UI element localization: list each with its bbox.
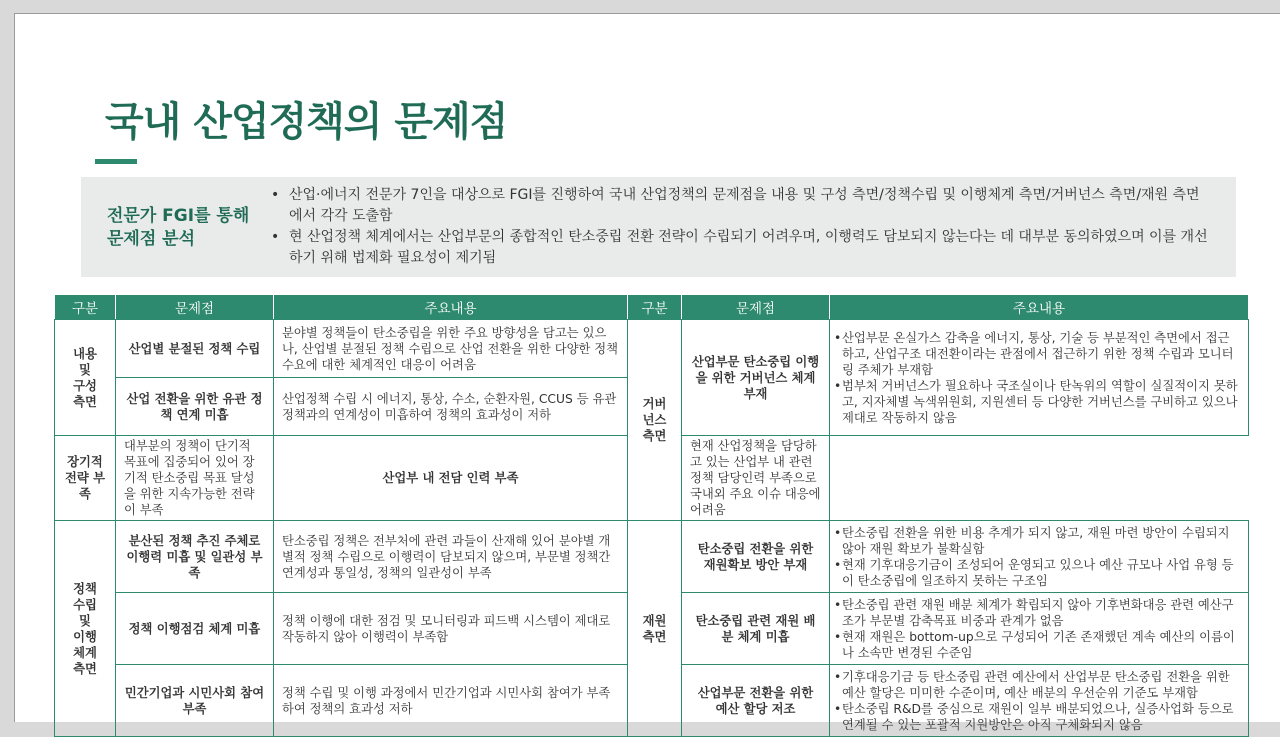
title-underline [95,159,137,164]
bullet-text: 탄소중립 관련 재원 배분 체계가 확립되지 않아 기후변화대응 관련 예산구조가 부문별 감축목표 비중과 관계가 없음 [842,597,1234,628]
header-left-content: 주요내용 [274,295,628,320]
summary-item-text: 현 산업정책 체계에서는 산업부문의 종합적인 탄소중립 전환 전략이 수립되기 어려우며, 이행력도 담보되지 않는다는 데 대부분 동의하였으며 이를 개선하기 위해 법제화 필요성이 제기됨 [289,229,1208,266]
bullet-item [834,525,1240,557]
summary-list [271,185,1211,269]
category-line: 재원 [642,613,667,628]
problem-cell: 탄소중립 관련 재원 배분 체계 미흡 [682,593,830,665]
problem-cell: 산업별 분절된 정책 수립 [116,320,274,378]
category-content-structure [55,320,116,436]
content-cell: 정책 이행에 대한 점검 및 모니터링과 피드백 시스템이 제대로 작동하지 않아 이행력이 부족함 [274,593,628,665]
category-line: 넌스 [642,413,667,427]
summary-label [107,205,249,251]
category-line: 측면 [73,661,97,676]
bullet-text: 탄소중립 전환을 위한 비용 추계가 되지 않고, 재원 마련 방안이 수립되지 않아 재원 확보가 불확실함 [842,525,1230,556]
bullet-icon: • [271,229,280,245]
content-cell: 탄소중립 정책은 전부처에 관련 과들이 산재해 있어 분야별 개별적 정책 수립으로 이행력이 담보되지 않으며, 부문별 정책간 연계성과 통일성, 정책의 일관성이 부족 [274,521,628,593]
category-line: 및 [79,613,91,628]
category-line: 및 [79,362,91,377]
table-header-row [55,295,1249,320]
bullet-icon: • [834,525,842,540]
problem-cell: 산업부문 탄소중립 이행을 위한 거버넌스 체계 부재 [682,320,830,436]
bullet-icon: • [834,629,842,644]
content-cell: 정책 수립 및 이행 과정에서 민간기업과 시민사회 참여가 부족하여 정책의 효과성 저하 [274,665,628,737]
summary-item [271,227,1211,269]
content-cell: 산업정책 수립 시 에너지, 통상, 수소, 순환자원, CCUS 등 유관 정책과의 연계성이 미흡하여 정책의 효과성이 저하 [274,378,628,436]
content-cell [830,593,1249,665]
header-right-problem: 문제점 [682,295,830,320]
bullet-text: 범부처 거버넌스가 필요하나 국조실이나 탄녹위의 역할이 실질적이지 못하고, 지자체별 녹색위원회, 지원센터 등 다양한 거버넌스를 구비하고 있으나 제대로 작동하지 않음 [842,378,1238,425]
problem-table [54,294,1249,737]
problem-cell: 산업부 내 전담 인력 부족 [274,436,628,521]
summary-label-line2: 문제점 분석 [107,229,196,249]
slide [14,13,1280,732]
header-right-content: 주요내용 [830,295,1249,320]
problem-cell: 분산된 정책 추진 주체로 이행력 미흡 및 일관성 부족 [116,521,274,593]
summary-item-text: 산업·에너지 전문가 7인을 대상으로 FGI를 진행하여 국내 산업정책의 문제점을 내용 및 구성 측면/정책수립 및 이행체계 측면/거버넌스 측면/재원 측면에서 각각 도출함 [289,187,1200,224]
category-line: 구성 [73,378,97,393]
bullet-icon: • [834,330,842,345]
problem-cell: 민간기업과 시민사회 참여 부족 [116,665,274,737]
table-row [55,521,1249,593]
bullet-item [834,330,1240,378]
header-left-category: 구분 [55,295,116,320]
bullet-item [834,378,1240,426]
category-line: 수립 [73,597,97,612]
bullet-item [834,597,1240,629]
content-cell [830,521,1249,593]
summary-box [81,177,1236,277]
content-cell [830,665,1249,737]
category-line: 이행 [73,629,97,644]
bullet-text: 탄소중립 R&D를 중심으로 재원이 일부 배분되었으나, 실증사업화 등으로 연계될 수 있는 포괄적 지원방안은 아직 구체화되지 않음 [842,701,1234,732]
content-cell [830,320,1249,436]
problem-cell: 산업 전환을 위한 유관 정책 연계 미흡 [116,378,274,436]
page-title: 국내 산업정책의 문제점 [105,99,508,145]
category-policy-implementation [55,521,116,737]
summary-item [271,185,1211,227]
category-line: 측면 [73,394,97,409]
bullet-item [834,629,1240,661]
category-finance [628,521,682,737]
table-row [55,320,1249,378]
bullet-text: 현재 기후대응기금이 조성되어 운영되고 있으나 예산 규모나 사업 유형 등이 탄소중립에 일조하지 못하는 구조임 [842,557,1234,588]
bullet-item [834,669,1240,701]
summary-label-line1: 전문가 FGI를 통해 [107,206,250,226]
problem-cell: 정책 이행점검 체계 미흡 [116,593,274,665]
bullet-item [834,701,1240,733]
category-line: 측면 [642,429,667,443]
bullet-icon: • [271,187,280,203]
bullet-icon: • [834,701,842,716]
bullet-icon: • [834,669,842,684]
content-cell: 분야별 정책들이 탄소중립을 위한 주요 방향성을 담고는 있으나, 산업별 분절된 정책 수립으로 산업 전환을 위한 다양한 정책 수요에 대한 체계적인 대응이 어려움 [274,320,628,378]
category-governance [628,320,682,521]
bullet-text: 산업부문 온실가스 감축을 에너지, 통상, 기술 등 부분적인 측면에서 접근하고, 산업구조 대전환이라는 관점에서 접근하기 위한 정책 수립과 모니터링 주체가 부재함 [842,330,1234,377]
problem-cell: 탄소중립 전환을 위한 재원확보 방안 부재 [682,521,830,593]
category-line: 측면 [642,629,667,644]
problem-cell: 장기적 전략 부족 [55,436,116,521]
category-line: 내용 [73,346,97,361]
bullet-text: 기후대응기금 등 탄소중립 관련 예산에서 산업부문 탄소중립 전환을 위한 예산 할당은 미미한 수준이며, 예산 배분의 우선순위 기준도 부재함 [842,669,1230,700]
header-left-problem: 문제점 [116,295,274,320]
bullet-icon: • [834,597,842,612]
category-line: 체계 [73,645,97,660]
header-right-category: 구분 [628,295,682,320]
bullet-icon: • [834,557,842,572]
category-line: 정책 [73,581,97,596]
category-line: 거버 [642,397,667,411]
content-cell: 대부분의 정책이 단기적 목표에 집중되어 있어 장기적 탄소중립 목표 달성을 위한 지속가능한 전략이 부족 [116,436,274,521]
bullet-text: 현재 재원은 bottom-up으로 구성되어 기존 존재했던 계속 예산의 이름이나 소속만 변경된 수준임 [842,629,1235,660]
bullet-icon: • [834,378,842,393]
problem-cell: 산업부문 전환을 위한 예산 할당 저조 [682,665,830,737]
content-cell: 현재 산업정책을 담당하고 있는 산업부 내 관련 정책 담당인력 부족으로 국내외 주요 이슈 대응에 어려움 [682,436,830,521]
bullet-item [834,557,1240,589]
